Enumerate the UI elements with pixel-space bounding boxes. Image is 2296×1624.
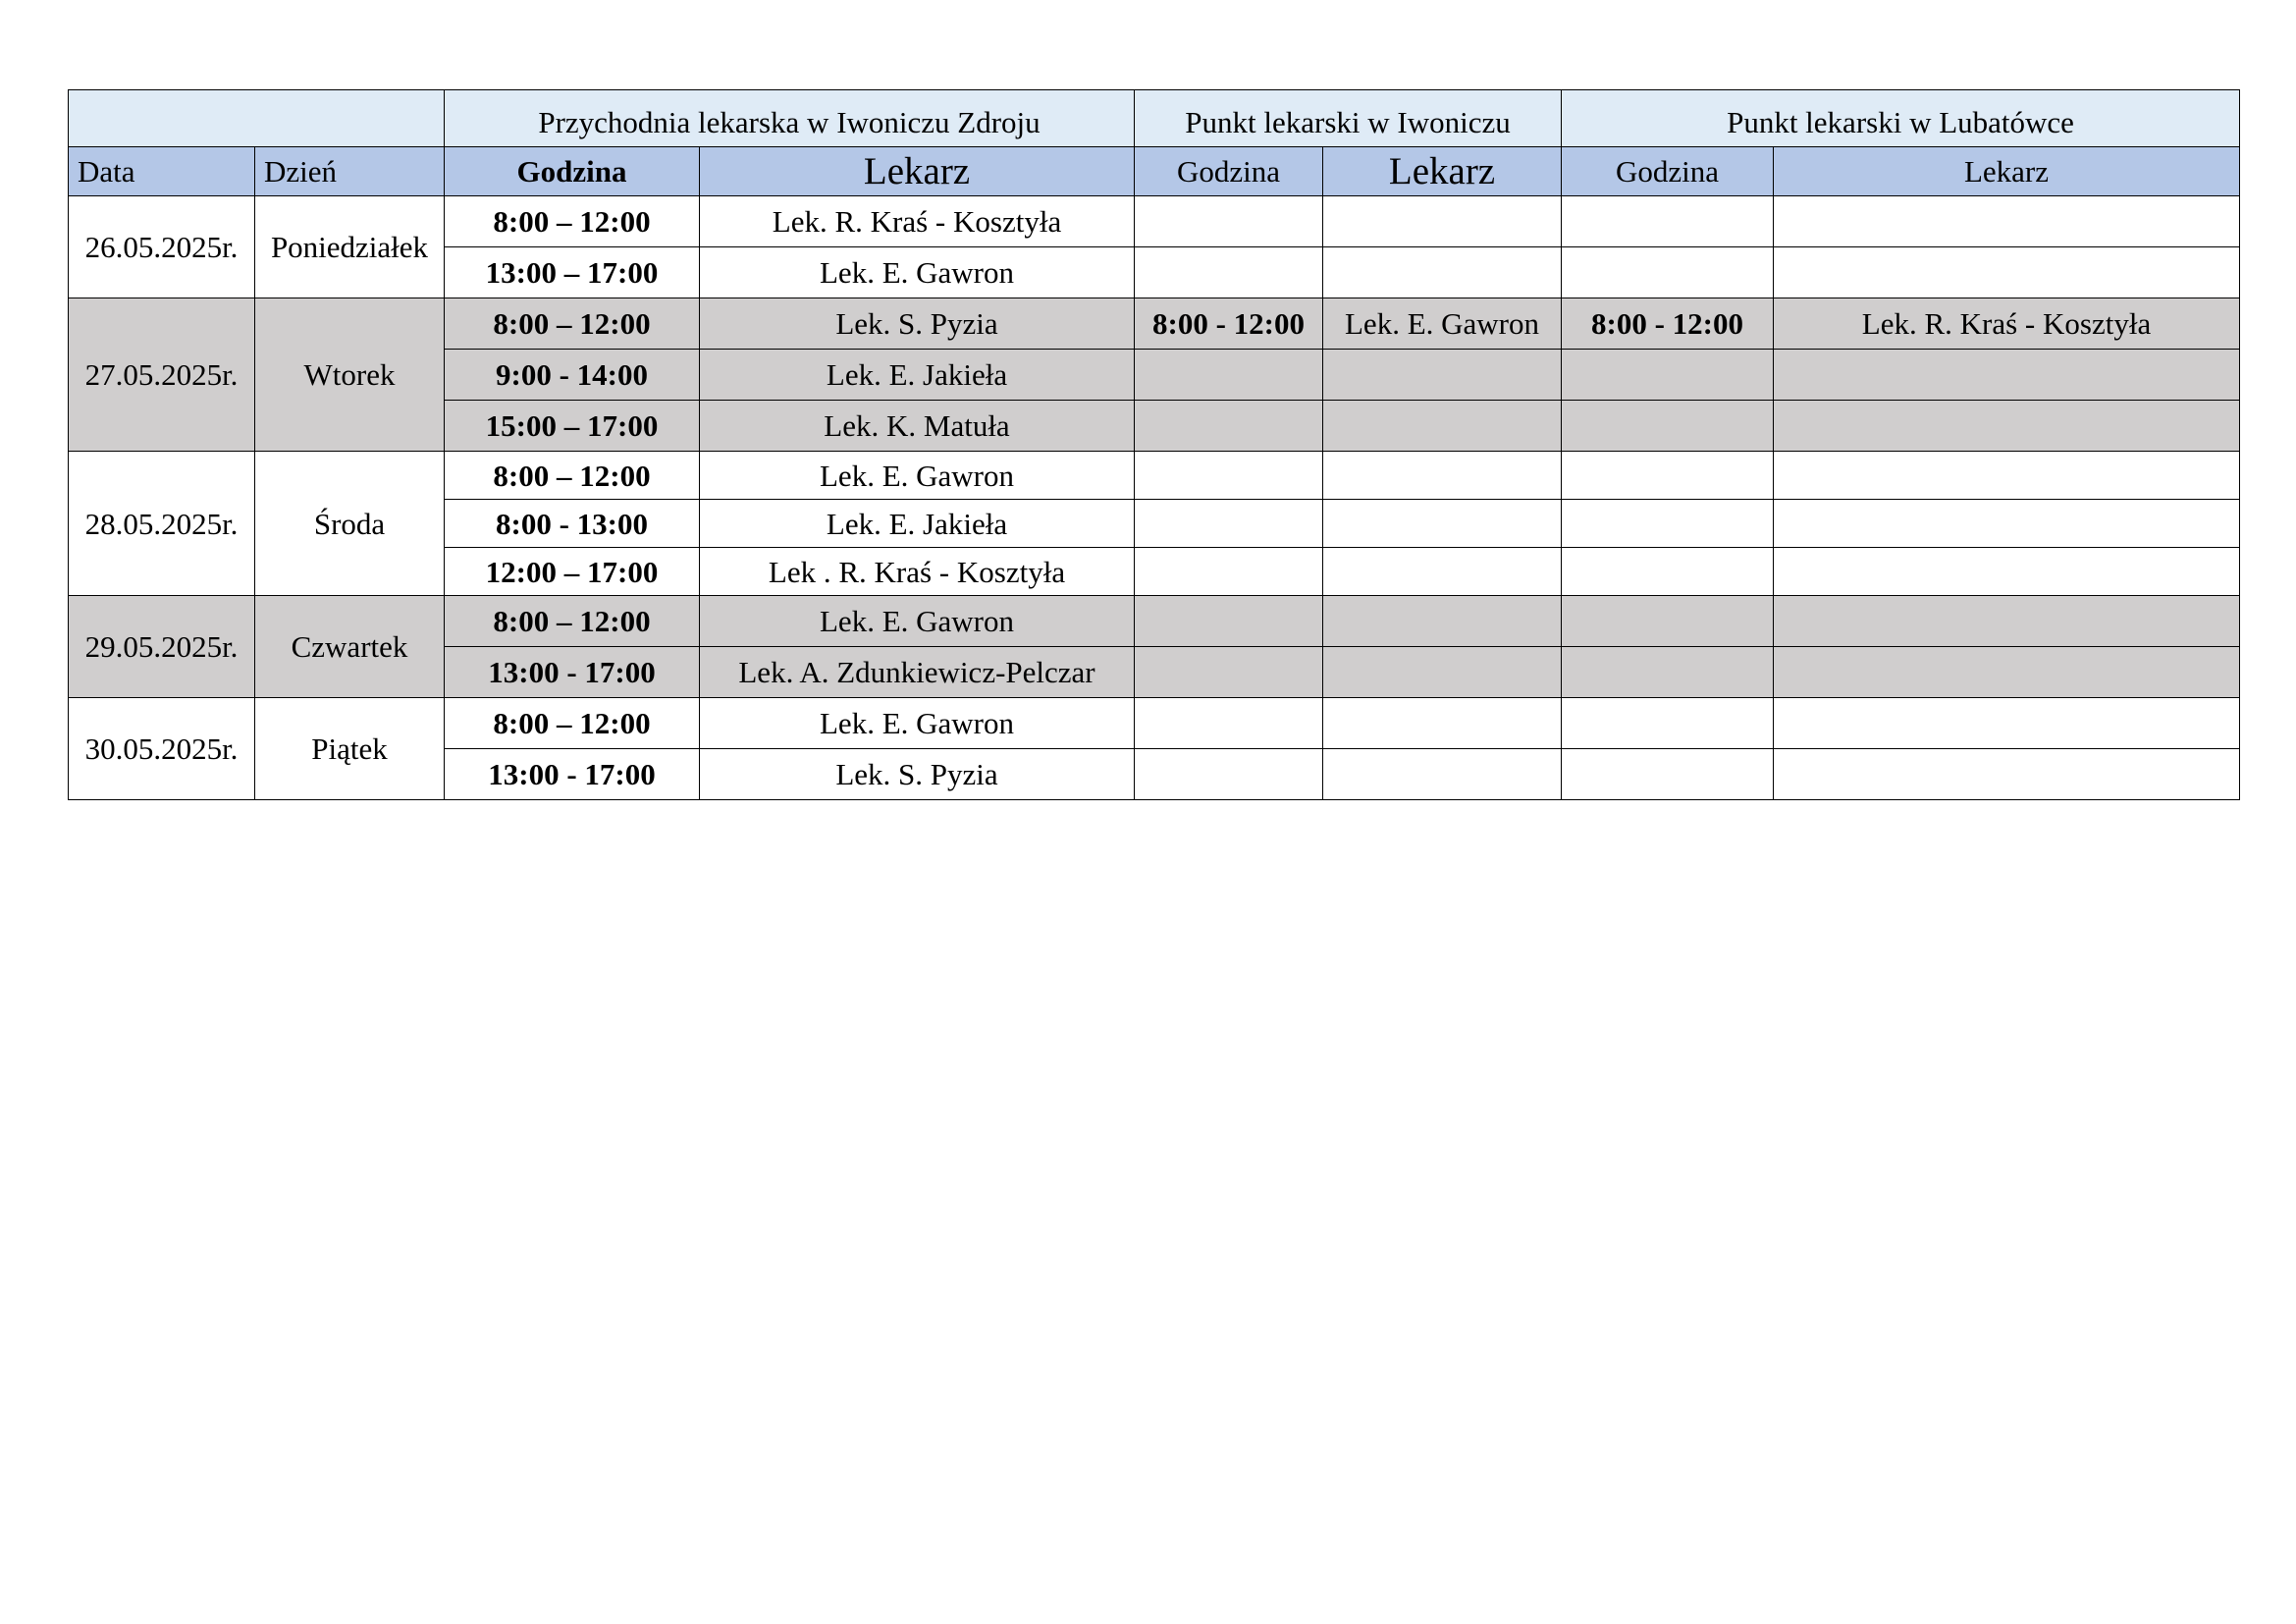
hour-cell xyxy=(1562,647,1774,698)
location-header-iwonicz-zdroj: Przychodnia lekarska w Iwoniczu Zdroju xyxy=(445,90,1135,147)
doctor-cell: Lek. E. Jakieła xyxy=(700,500,1135,548)
table-row xyxy=(69,596,2240,647)
doctor-cell: Lek. R. Kraś - Kosztyła xyxy=(1774,298,2240,350)
table-row xyxy=(69,298,2240,350)
date-cell: 30.05.2025r. xyxy=(69,698,255,800)
doctor-cell: Lek. A. Zdunkiewicz-Pelczar xyxy=(700,647,1135,698)
schedule-table xyxy=(68,89,2240,800)
date-cell: 27.05.2025r. xyxy=(69,298,255,452)
header-empty-cell xyxy=(69,90,445,147)
doctor-cell xyxy=(1323,596,1562,647)
hour-cell: 8:00 – 12:00 xyxy=(445,596,700,647)
doctor-cell: Lek. S. Pyzia xyxy=(700,749,1135,800)
date-cell: 26.05.2025r. xyxy=(69,196,255,298)
column-header-hour-3: Godzina xyxy=(1562,147,1774,196)
column-header-day: Dzień xyxy=(255,147,445,196)
doctor-cell xyxy=(1774,247,2240,298)
date-cell: 28.05.2025r. xyxy=(69,452,255,596)
doctor-cell xyxy=(1323,500,1562,548)
doctor-cell xyxy=(1323,247,1562,298)
hour-cell: 13:00 - 17:00 xyxy=(445,647,700,698)
doctor-cell xyxy=(1323,196,1562,247)
hour-cell xyxy=(1562,247,1774,298)
table-row xyxy=(69,698,2240,749)
hour-cell xyxy=(1562,749,1774,800)
doctor-cell xyxy=(1323,401,1562,452)
doctor-cell xyxy=(1774,452,2240,500)
location-header-row xyxy=(69,90,2240,147)
doctor-cell: Lek. E. Gawron xyxy=(700,698,1135,749)
doctor-cell: Lek. E. Gawron xyxy=(700,596,1135,647)
location-header-iwonicz: Punkt lekarski w Iwoniczu xyxy=(1135,90,1562,147)
hour-cell xyxy=(1562,452,1774,500)
day-cell: Poniedziałek xyxy=(255,196,445,298)
hour-cell: 13:00 - 17:00 xyxy=(445,749,700,800)
hour-cell xyxy=(1135,452,1323,500)
doctor-cell xyxy=(1774,749,2240,800)
day-cell: Wtorek xyxy=(255,298,445,452)
doctor-cell xyxy=(1323,452,1562,500)
hour-cell xyxy=(1562,596,1774,647)
doctor-cell xyxy=(1323,749,1562,800)
doctor-cell xyxy=(1323,548,1562,596)
doctor-cell xyxy=(1774,698,2240,749)
doctor-cell xyxy=(1323,647,1562,698)
hour-cell xyxy=(1135,647,1323,698)
doctor-cell: Lek. E. Jakieła xyxy=(700,350,1135,401)
hour-cell xyxy=(1562,401,1774,452)
hour-cell xyxy=(1562,196,1774,247)
doctor-cell xyxy=(1774,500,2240,548)
date-cell: 29.05.2025r. xyxy=(69,596,255,698)
hour-cell: 8:00 - 12:00 xyxy=(1562,298,1774,350)
hour-cell xyxy=(1135,401,1323,452)
hour-cell xyxy=(1562,350,1774,401)
hour-cell xyxy=(1135,500,1323,548)
hour-cell: 8:00 – 12:00 xyxy=(445,698,700,749)
doctor-cell: Lek. E. Gawron xyxy=(700,247,1135,298)
hour-cell: 8:00 – 12:00 xyxy=(445,452,700,500)
hour-cell xyxy=(1135,596,1323,647)
day-cell: Środa xyxy=(255,452,445,596)
doctor-cell xyxy=(1774,596,2240,647)
hour-cell xyxy=(1562,500,1774,548)
doctor-cell xyxy=(1323,698,1562,749)
hour-cell: 12:00 – 17:00 xyxy=(445,548,700,596)
doctor-cell: Lek. E. Gawron xyxy=(1323,298,1562,350)
doctor-cell xyxy=(1774,401,2240,452)
column-header-hour-2: Godzina xyxy=(1135,147,1323,196)
doctor-cell xyxy=(1774,647,2240,698)
doctor-cell xyxy=(1774,548,2240,596)
column-header-doctor-3: Lekarz xyxy=(1774,147,2240,196)
hour-cell xyxy=(1135,247,1323,298)
doctor-cell xyxy=(1323,350,1562,401)
doctor-cell: Lek . R. Kraś - Kosztyła xyxy=(700,548,1135,596)
doctor-cell xyxy=(1774,350,2240,401)
hour-cell xyxy=(1135,548,1323,596)
doctor-cell: Lek. K. Matuła xyxy=(700,401,1135,452)
hour-cell xyxy=(1135,350,1323,401)
hour-cell: 8:00 - 12:00 xyxy=(1135,298,1323,350)
hour-cell: 8:00 – 12:00 xyxy=(445,196,700,247)
hour-cell: 13:00 – 17:00 xyxy=(445,247,700,298)
table-row xyxy=(69,196,2240,247)
hour-cell xyxy=(1562,698,1774,749)
hour-cell: 9:00 - 14:00 xyxy=(445,350,700,401)
hour-cell xyxy=(1135,698,1323,749)
doctor-cell: Lek. E. Gawron xyxy=(700,452,1135,500)
column-header-hour-1: Godzina xyxy=(445,147,700,196)
table-row xyxy=(69,452,2240,500)
doctor-cell xyxy=(1774,196,2240,247)
hour-cell xyxy=(1135,749,1323,800)
column-header-row xyxy=(69,147,2240,196)
column-header-doctor-2: Lekarz xyxy=(1323,147,1562,196)
doctor-cell: Lek. R. Kraś - Kosztyła xyxy=(700,196,1135,247)
hour-cell xyxy=(1562,548,1774,596)
location-header-lubatowka: Punkt lekarski w Lubatówce xyxy=(1562,90,2240,147)
day-cell: Czwartek xyxy=(255,596,445,698)
hour-cell: 15:00 – 17:00 xyxy=(445,401,700,452)
column-header-date: Data xyxy=(69,147,255,196)
doctor-cell: Lek. S. Pyzia xyxy=(700,298,1135,350)
day-cell: Piątek xyxy=(255,698,445,800)
column-header-doctor-1: Lekarz xyxy=(700,147,1135,196)
hour-cell: 8:00 - 13:00 xyxy=(445,500,700,548)
hour-cell xyxy=(1135,196,1323,247)
hour-cell: 8:00 – 12:00 xyxy=(445,298,700,350)
